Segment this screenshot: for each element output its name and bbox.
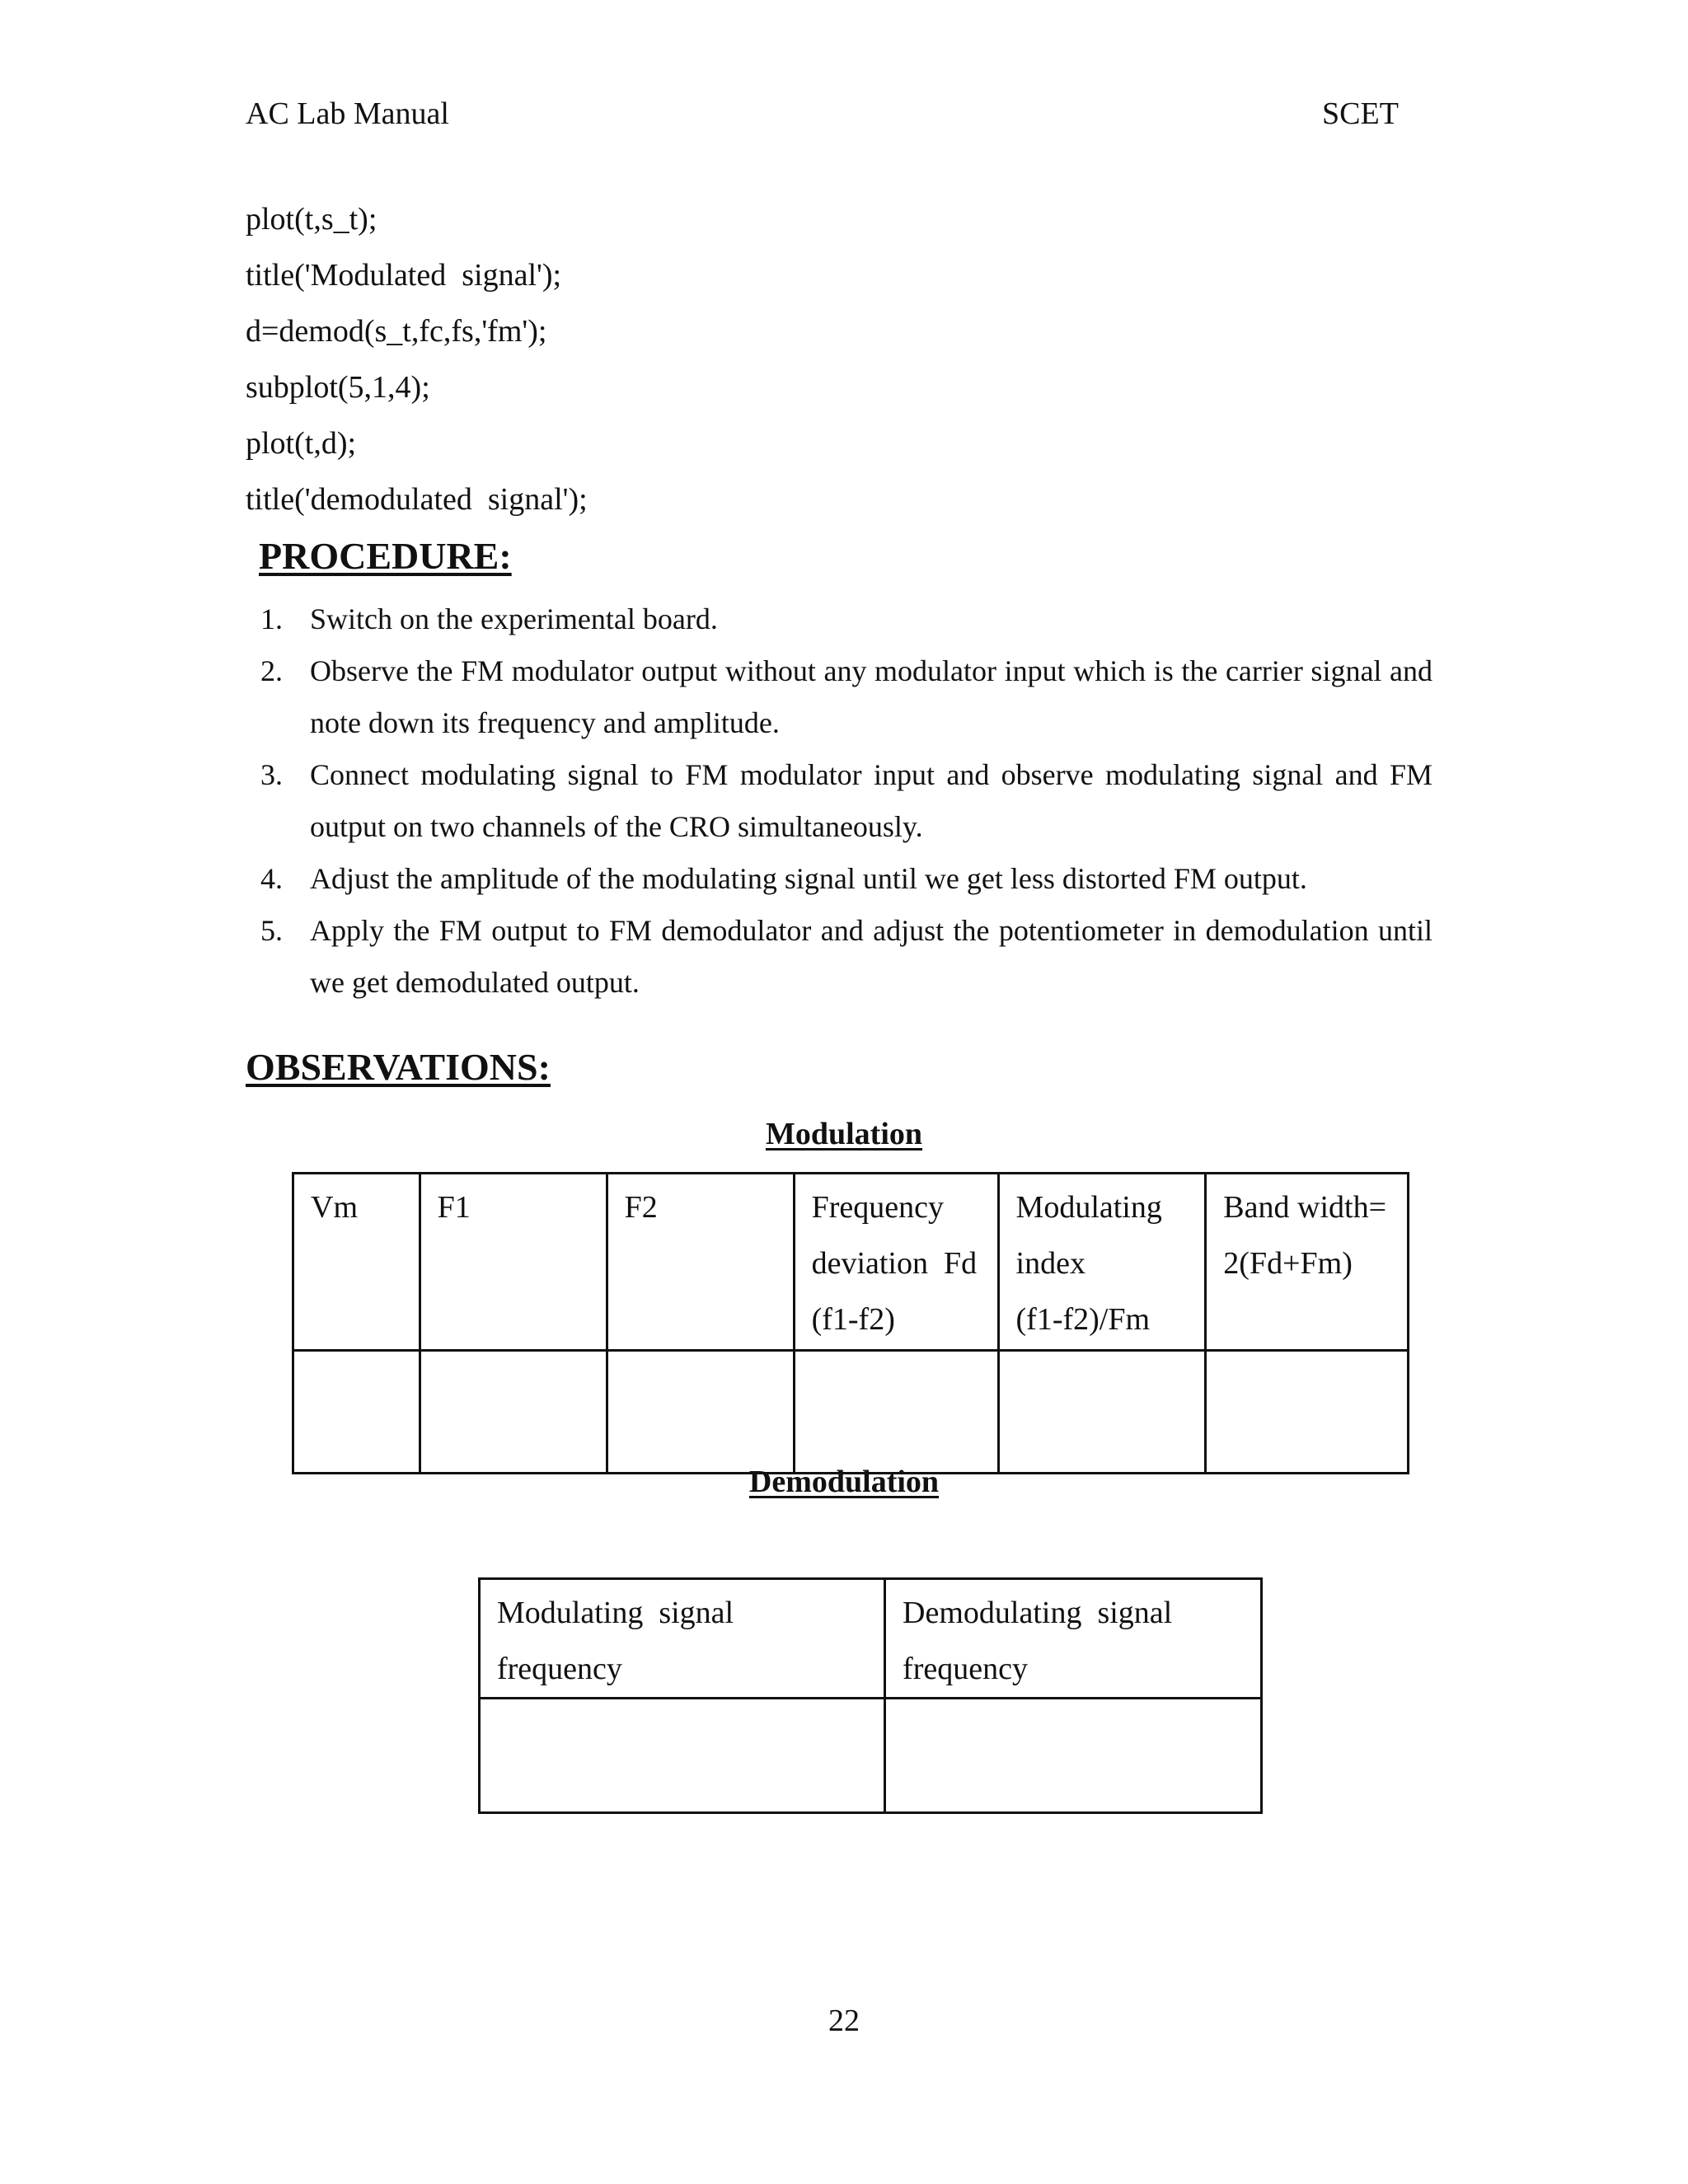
header-cell-line: Band width= — [1223, 1190, 1386, 1225]
procedure-heading: PROCEDURE: — [259, 535, 512, 577]
demodulation-caption: Demodulation — [748, 1465, 940, 1499]
header-title: AC Lab Manual — [246, 96, 449, 131]
step-text: Adjust the amplitude of the modulating signal until we get less distorted FM output. — [310, 862, 1307, 895]
empty-cell — [480, 1699, 885, 1813]
header-cell-line: F1 — [437, 1190, 471, 1225]
demodulation-table — [478, 1577, 1263, 1814]
header-cell-vm — [293, 1174, 420, 1351]
step-text: Connect modulating signal to FM modulator input and observe modulating signal and FM output on two channels of the CRO simultaneously. — [310, 758, 1432, 843]
code-line: plot(t,d); — [246, 426, 357, 461]
header-cell-line: Demodulating signal — [903, 1596, 1173, 1630]
table-row — [293, 1351, 1409, 1474]
header-cell-line: frequency — [497, 1652, 622, 1686]
header-cell-modulating-index — [998, 1174, 1206, 1351]
procedure-step — [246, 853, 1432, 905]
header-institution: SCET — [1322, 96, 1399, 131]
header-cell-demodulating-signal-frequency — [885, 1579, 1262, 1699]
header-cell-f2 — [607, 1174, 794, 1351]
header-cell-line: Vm — [311, 1190, 358, 1225]
procedure-step — [246, 749, 1432, 853]
empty-cell — [885, 1699, 1262, 1813]
header-cell-line: frequency — [903, 1652, 1028, 1686]
procedure-step — [246, 645, 1432, 749]
code-line: d=demod(s_t,fc,fs,'fm'); — [246, 314, 547, 349]
empty-cell — [420, 1351, 607, 1474]
step-number: 2. — [260, 654, 283, 687]
procedure-steps — [246, 593, 1432, 1009]
code-block — [246, 191, 1482, 527]
step-text: Apply the FM output to FM demodulator and adjust the potentiometer in demodulation until we get demodulated output. — [310, 914, 1432, 999]
code-line: subplot(5,1,4); — [246, 370, 430, 405]
modulation-table — [292, 1172, 1409, 1474]
header-cell-bandwidth — [1206, 1174, 1409, 1351]
table-header-row — [480, 1579, 1262, 1699]
table-row — [480, 1699, 1262, 1813]
header-cell-line: F2 — [624, 1190, 658, 1225]
empty-cell — [1206, 1351, 1409, 1474]
step-number: 4. — [260, 862, 283, 895]
empty-cell — [998, 1351, 1206, 1474]
empty-cell — [293, 1351, 420, 1474]
modulation-caption: Modulation — [765, 1117, 923, 1151]
step-text: Observe the FM modulator output without any modulator input which is the carrier signal and note down its frequency and amplitude. — [310, 654, 1432, 739]
header-cell-line: (f1-f2) — [811, 1302, 895, 1337]
observations-heading: OBSERVATIONS: — [246, 1046, 551, 1088]
header-cell-line: index — [1015, 1246, 1085, 1281]
table-header-row — [293, 1174, 1409, 1351]
code-line: title('demodulated signal'); — [246, 482, 588, 517]
header-cell-modulating-signal-frequency — [480, 1579, 885, 1699]
header-cell-line: Frequency — [811, 1190, 944, 1225]
header-cell-f1 — [420, 1174, 607, 1351]
page-number: 22 — [828, 2004, 860, 2038]
header-cell-line: deviation Fd — [811, 1246, 978, 1281]
step-number: 3. — [260, 758, 283, 791]
step-number: 5. — [260, 914, 283, 947]
procedure-step — [246, 905, 1432, 1009]
empty-cell — [607, 1351, 794, 1474]
header-cell-line: Modulating — [1015, 1190, 1162, 1225]
header-cell-line: 2(Fd+Fm) — [1223, 1246, 1353, 1281]
procedure-step — [246, 593, 1432, 645]
empty-cell — [794, 1351, 998, 1474]
header-cell-frequency-deviation — [794, 1174, 998, 1351]
step-number: 1. — [260, 602, 283, 635]
step-text: Switch on the experimental board. — [310, 602, 718, 635]
header-cell-line: (f1-f2)/Fm — [1015, 1302, 1151, 1337]
code-line: title('Modulated signal'); — [246, 258, 562, 293]
header-cell-line: Modulating signal — [497, 1596, 734, 1630]
code-line: plot(t,s_t); — [246, 202, 377, 237]
